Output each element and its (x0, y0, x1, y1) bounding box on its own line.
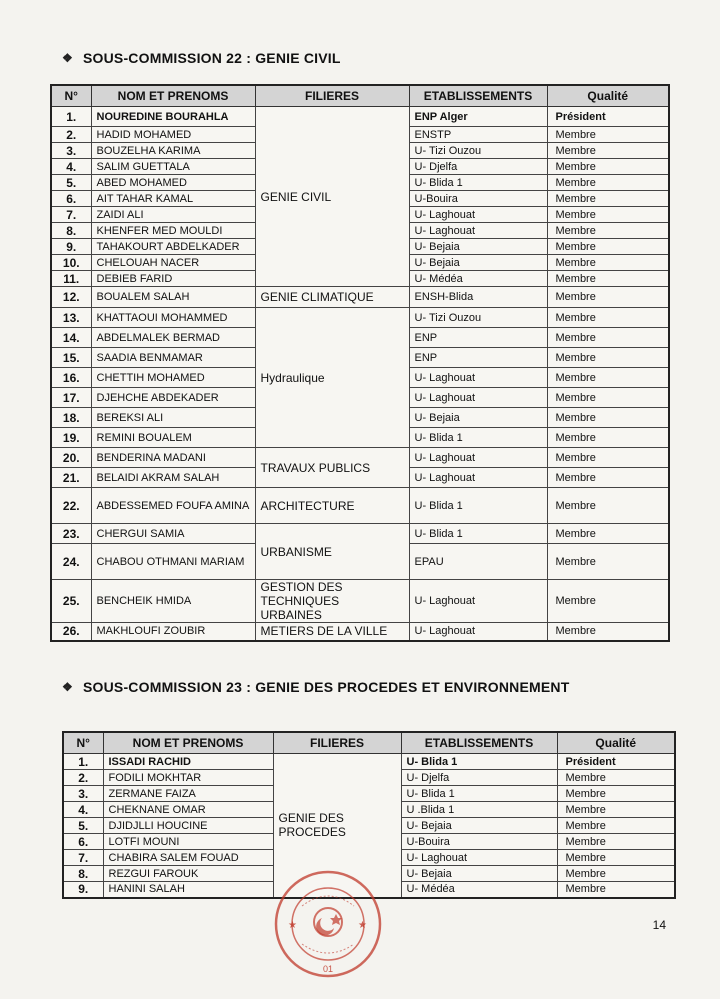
row-number: 4. (63, 802, 103, 818)
filiere-cell: URBANISME (255, 524, 409, 580)
etablissement: U- Blida 1 (401, 754, 557, 770)
member-name: NOUREDINE BOURAHLA (91, 107, 255, 127)
qualite: Membre (547, 388, 669, 408)
etablissement: U- Blida 1 (409, 524, 547, 544)
qualite: Membre (557, 882, 675, 898)
row-number: 23. (51, 524, 91, 544)
etablissement: U- Djelfa (409, 159, 547, 175)
table-row (51, 448, 669, 468)
row-number: 7. (51, 207, 91, 223)
member-name: BOUALEM SALAH (91, 287, 255, 308)
page-number: 14 (652, 918, 666, 932)
col-header-num: N° (51, 85, 91, 107)
qualite: Membre (547, 448, 669, 468)
table-row (51, 488, 669, 524)
member-name: CHABIRA SALEM FOUAD (103, 850, 273, 866)
etablissement: U- Laghouat (409, 388, 547, 408)
etablissement: U .Blida 1 (401, 802, 557, 818)
etablissement: U- Laghouat (409, 223, 547, 239)
member-name: REMINI BOUALEM (91, 428, 255, 448)
table-row (51, 308, 669, 328)
row-number: 25. (51, 580, 91, 623)
table-header-row (63, 732, 675, 754)
row-number: 15. (51, 348, 91, 368)
etablissement: ENP Alger (409, 107, 547, 127)
member-name: BOUZELHA KARIMA (91, 143, 255, 159)
etablissement: U- Laghouat (409, 580, 547, 623)
row-number: 9. (51, 239, 91, 255)
etablissement: U- Bejaia (409, 408, 547, 428)
filiere-cell: ARCHITECTURE (255, 488, 409, 524)
committee-table-22 (50, 84, 670, 642)
col-header-filieres: FILIERES (273, 732, 401, 754)
qualite: Membre (547, 348, 669, 368)
row-number: 9. (63, 882, 103, 898)
row-number: 4. (51, 159, 91, 175)
etablissement: ENSH-Blida (409, 287, 547, 308)
filiere-cell: GENIE CIVIL (255, 107, 409, 287)
table-header-row (51, 85, 669, 107)
qualite: Membre (557, 770, 675, 786)
bullet-icon: ❖ (62, 680, 73, 694)
etablissement: U- Médéa (401, 882, 557, 898)
etablissement: U- Blida 1 (409, 175, 547, 191)
etablissement: U-Bouira (401, 834, 557, 850)
member-name: ABDELMALEK BERMAD (91, 328, 255, 348)
member-name: SALIM GUETTALA (91, 159, 255, 175)
row-number: 13. (51, 308, 91, 328)
section-title-22 (62, 50, 341, 66)
etablissement: U-Bouira (409, 191, 547, 207)
qualite: Membre (547, 223, 669, 239)
etablissement: U- Djelfa (401, 770, 557, 786)
etablissement: U- Laghouat (409, 448, 547, 468)
table-row (51, 107, 669, 127)
row-number: 8. (63, 866, 103, 882)
row-number: 18. (51, 408, 91, 428)
etablissement: U- Tizi Ouzou (409, 308, 547, 328)
member-name: KHATTAOUI MOHAMMED (91, 308, 255, 328)
member-name: ZAIDI ALI (91, 207, 255, 223)
filiere-cell: GENIE DES PROCEDES (273, 754, 401, 898)
col-header-qualite: Qualité (557, 732, 675, 754)
col-header-num: N° (63, 732, 103, 754)
table-row (51, 623, 669, 641)
member-name: ISSADI RACHID (103, 754, 273, 770)
member-name: BELAIDI AKRAM SALAH (91, 468, 255, 488)
member-name: DEBIEB FARID (91, 271, 255, 287)
qualite: Membre (557, 786, 675, 802)
row-number: 1. (63, 754, 103, 770)
member-name: MAKHLOUFI ZOUBIR (91, 623, 255, 641)
row-number: 22. (51, 488, 91, 524)
col-header-name: NOM ET PRENOMS (91, 85, 255, 107)
member-name: ZERMANE FAIZA (103, 786, 273, 802)
row-number: 10. (51, 255, 91, 271)
qualite: Membre (557, 802, 675, 818)
row-number: 19. (51, 428, 91, 448)
qualite: Membre (547, 408, 669, 428)
col-header-filieres: FILIERES (255, 85, 409, 107)
qualite: Membre (547, 255, 669, 271)
member-name: ABDESSEMED FOUFA AMINA (91, 488, 255, 524)
member-name: CHELOUAH NACER (91, 255, 255, 271)
qualite: Membre (557, 866, 675, 882)
row-number: 6. (63, 834, 103, 850)
etablissement: ENSTP (409, 127, 547, 143)
row-number: 3. (51, 143, 91, 159)
member-name: ABED MOHAMED (91, 175, 255, 191)
row-number: 16. (51, 368, 91, 388)
filiere-cell: GENIE CLIMATIQUE (255, 287, 409, 308)
member-name: DJEHCHE ABDEKADER (91, 388, 255, 408)
qualite: Membre (547, 308, 669, 328)
etablissement: ENP (409, 328, 547, 348)
member-name: HADID MOHAMED (91, 127, 255, 143)
row-number: 5. (63, 818, 103, 834)
qualite: Membre (547, 175, 669, 191)
member-name: CHABOU OTHMANI MARIAM (91, 544, 255, 580)
etablissement: U- Bejaia (401, 818, 557, 834)
qualite: Membre (547, 287, 669, 308)
qualite: Membre (547, 191, 669, 207)
qualite: Membre (547, 580, 669, 623)
col-header-qualite: Qualité (547, 85, 669, 107)
filiere-cell: TRAVAUX PUBLICS (255, 448, 409, 488)
qualite: Membre (547, 207, 669, 223)
qualite: Membre (547, 368, 669, 388)
col-header-etablissements: ETABLISSEMENTS (401, 732, 557, 754)
filiere-cell: METIERS DE LA VILLE (255, 623, 409, 641)
member-name: FODILI MOKHTAR (103, 770, 273, 786)
qualite: Membre (547, 623, 669, 641)
qualite: Membre (547, 127, 669, 143)
qualite: Membre (547, 159, 669, 175)
etablissement: U- Blida 1 (409, 428, 547, 448)
member-name: BENDERINA MADANI (91, 448, 255, 468)
etablissement: U- Laghouat (409, 368, 547, 388)
row-number: 1. (51, 107, 91, 127)
member-name: LOTFI MOUNI (103, 834, 273, 850)
row-number: 6. (51, 191, 91, 207)
etablissement: U- Laghouat (409, 468, 547, 488)
row-number: 17. (51, 388, 91, 408)
member-name: KHENFER MED MOULDI (91, 223, 255, 239)
qualite: Membre (547, 271, 669, 287)
etablissement: U- Tizi Ouzou (409, 143, 547, 159)
member-name: REZGUI FAROUK (103, 866, 273, 882)
official-seal-stamp (272, 868, 384, 980)
row-number: 24. (51, 544, 91, 580)
qualite: Membre (547, 143, 669, 159)
member-name: AIT TAHAR KAMAL (91, 191, 255, 207)
bullet-icon: ❖ (62, 51, 73, 65)
row-number: 2. (63, 770, 103, 786)
member-name: CHERGUI SAMIA (91, 524, 255, 544)
qualite: Membre (547, 524, 669, 544)
row-number: 11. (51, 271, 91, 287)
row-number: 5. (51, 175, 91, 191)
row-number: 14. (51, 328, 91, 348)
etablissement: EPAU (409, 544, 547, 580)
member-name: SAADIA BENMAMAR (91, 348, 255, 368)
row-number: 21. (51, 468, 91, 488)
filiere-cell: Hydraulique (255, 308, 409, 448)
etablissement: ENP (409, 348, 547, 368)
etablissement: U- Laghouat (409, 207, 547, 223)
row-number: 2. (51, 127, 91, 143)
qualite: Membre (547, 488, 669, 524)
section-title-text: SOUS-COMMISSION 22 : GENIE CIVIL (82, 50, 341, 66)
member-name: BENCHEIK HMIDA (91, 580, 255, 623)
row-number: 26. (51, 623, 91, 641)
svg-text:★: ★ (358, 920, 367, 931)
etablissement: U- Bejaia (409, 239, 547, 255)
qualite: Membre (557, 834, 675, 850)
etablissement: U- Bejaia (409, 255, 547, 271)
table-row (51, 524, 669, 544)
table-row (63, 754, 675, 770)
member-name: BEREKSI ALI (91, 408, 255, 428)
row-number: 8. (51, 223, 91, 239)
qualite: Membre (547, 328, 669, 348)
row-number: 7. (63, 850, 103, 866)
col-header-name: NOM ET PRENOMS (103, 732, 273, 754)
table-row (51, 580, 669, 623)
qualite: Membre (557, 818, 675, 834)
qualite: Membre (547, 239, 669, 255)
qualite: Membre (547, 468, 669, 488)
qualite: Membre (557, 850, 675, 866)
table-row (51, 287, 669, 308)
row-number: 12. (51, 287, 91, 308)
etablissement: U- Blida 1 (401, 786, 557, 802)
member-name: CHETTIH MOHAMED (91, 368, 255, 388)
col-header-etablissements: ETABLISSEMENTS (409, 85, 547, 107)
qualite: Membre (547, 428, 669, 448)
row-number: 20. (51, 448, 91, 468)
member-name: HANINI SALAH (103, 882, 273, 898)
qualite: Président (557, 754, 675, 770)
member-name: DJIDJLLI HOUCINE (103, 818, 273, 834)
seal-number: 01 (322, 964, 334, 974)
etablissement: U- Laghouat (409, 623, 547, 641)
filiere-cell: GESTION DES TECHNIQUES URBAINES (255, 580, 409, 623)
member-name: TAHAKOURT ABDELKADER (91, 239, 255, 255)
etablissement: U- Laghouat (401, 850, 557, 866)
section-title-text: SOUS-COMMISSION 23 : GENIE DES PROCEDES ET ENVIRONNEMENT (82, 679, 570, 695)
member-name: CHEKNANE OMAR (103, 802, 273, 818)
svg-text:★: ★ (288, 920, 297, 931)
etablissement: U- Médéa (409, 271, 547, 287)
etablissement: U- Bejaia (401, 866, 557, 882)
qualite: Président (547, 107, 669, 127)
section-title-23 (62, 679, 569, 695)
qualite: Membre (547, 544, 669, 580)
etablissement: U- Blida 1 (409, 488, 547, 524)
row-number: 3. (63, 786, 103, 802)
